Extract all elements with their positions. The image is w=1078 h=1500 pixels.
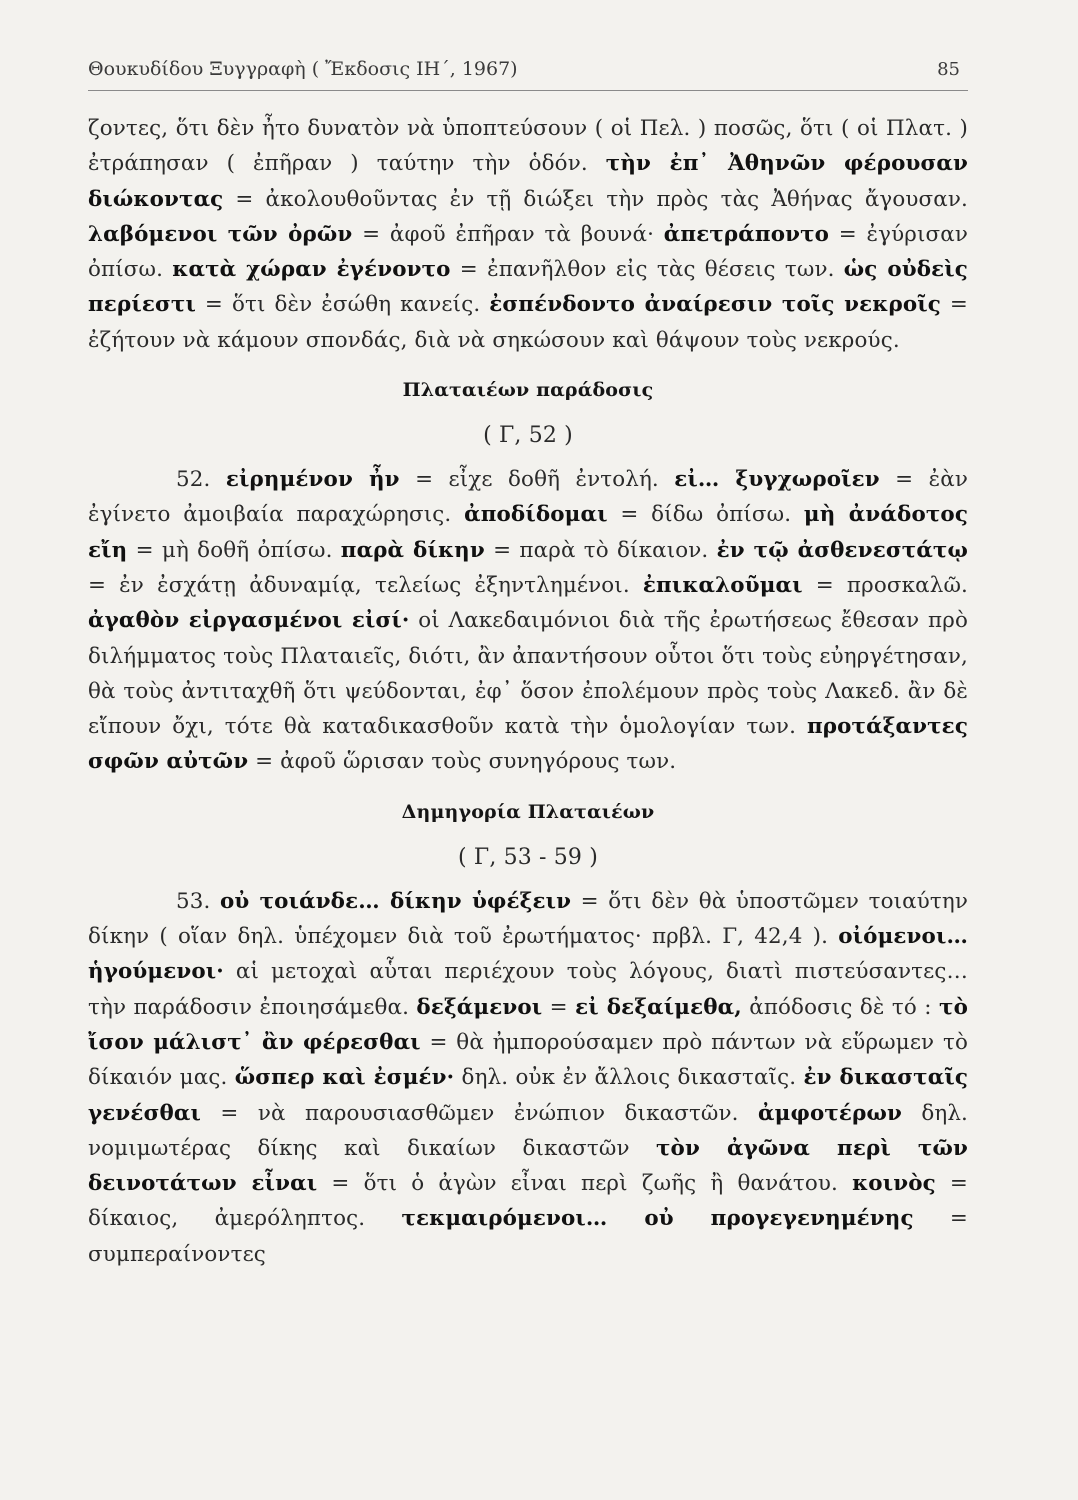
gloss-text: = ὅτι ὁ ἀγὼν εἶναι περὶ ζωῆς ἢ θανάτου. bbox=[317, 1171, 853, 1197]
lemma-term: ἐσπένδοντο ἀναίρεσιν τοῖς νεκροῖς bbox=[489, 292, 941, 318]
gloss-text: οἱ Λακεδαιμόνιοι διὰ τῆς ἐρωτήσεως ἔθεσαν πρὸ διλήμματος τοὺς Πλαταιεῖς, διότι, ἂν ἀπαντήσουν οὗτοι ὅτι τοὺς εὐηργέτησαν, θὰ τοὺς ἀντιταχθῆ ὅτι ψεύδονται, ἐφ᾿ ὅσον ἐπολέμουν πρὸς τοὺς Λακεδ. ἂν δὲ εἴπουν ὄχι, τότε θὰ καταδικασθοῦν κατὰ τὴν ὁμολογίαν των. bbox=[88, 608, 969, 740]
section-ref-2: ( Γ, 53 - 59 ) bbox=[458, 844, 598, 870]
gloss-text: = δίδω ὀπίσω. bbox=[607, 502, 804, 528]
running-header bbox=[88, 58, 968, 88]
lemma-term: ὡς οὐδεὶς περίεστι bbox=[88, 257, 968, 318]
gloss-text: = ἐζήτουν νὰ κάμουν σπονδάς, διὰ νὰ σηκώσουν καὶ θάψουν τοὺς νεκρούς. bbox=[88, 292, 968, 353]
lemma-term: κοινὸς bbox=[852, 1171, 936, 1197]
section-title-2: Δημηγορία Πλαταιέων bbox=[401, 800, 655, 823]
lemma-term: τὴν ἐπ᾿ Ἀθηνῶν φέρουσαν διώκοντας bbox=[88, 151, 968, 212]
section-ref-1: ( Γ, 52 ) bbox=[483, 423, 573, 449]
section-title-1: Πλαταιέων παράδοσις bbox=[402, 379, 654, 402]
gloss-text: δηλ. νομιμωτέρας δίκης καὶ δικαίων δικαστῶν bbox=[88, 1100, 968, 1161]
lemma-term: τὸν ἀγῶνα περὶ τῶν δεινοτάτων εἶναι bbox=[88, 1135, 968, 1197]
lemma-term: εἰρημένον ἦν bbox=[225, 467, 400, 493]
lemma-term: κατὰ χώραν ἐγένοντο bbox=[172, 257, 451, 283]
section-1-paragraph bbox=[88, 462, 968, 780]
gloss-text: = bbox=[542, 994, 576, 1020]
gloss-text: 52. bbox=[176, 467, 226, 493]
gloss-text: = ὅτι δὲν θὰ ὑποστῶμεν τοιαύτην δίκην ( οἵαν δηλ. ὑπέχομεν διὰ τοῦ ἐρωτήματος· πρβλ. Γ, 42,4 ). bbox=[88, 888, 968, 950]
lemma-term: ἀποδίδομαι bbox=[464, 502, 608, 528]
page bbox=[88, 58, 968, 1272]
lemma-term: ὥσπερ καὶ ἐσμέν· bbox=[234, 1065, 455, 1091]
lemma-term: παρὰ δίκην bbox=[340, 537, 485, 563]
lemma-term: τεκμαιρόμενοι… οὐ προγεγενημένης bbox=[401, 1206, 914, 1232]
header-title: Θουκυδίδου Ξυγγραφὴ ( Ἔκδοσις ΙΗ΄, 1967) bbox=[88, 58, 518, 80]
lemma-term: ἐπικαλοῦμαι bbox=[642, 572, 803, 598]
gloss-text: = συμπεραίνοντες bbox=[88, 1206, 968, 1267]
lemma-term: εἰ… ξυγχωροῖεν bbox=[674, 467, 880, 493]
gloss-text: = προσκαλῶ. bbox=[802, 572, 968, 598]
lemma-term: ἀπετράποντο bbox=[663, 221, 830, 247]
gloss-text: = ἀκολουθοῦντας ἐν τῇ διώξει τὴν πρὸς τὰς Ἀθήνας ἄγουσαν. bbox=[223, 186, 968, 212]
gloss-text: = θὰ ἠμπορούσαμεν πρὸ πάντων νὰ εὕρωμεν τὸ δίκαιόν μας. bbox=[88, 1029, 968, 1091]
section-2-paragraph bbox=[88, 884, 968, 1272]
lemma-term: εἰ δεξαίμεθα, bbox=[575, 994, 742, 1020]
lemma-term: οἰόμενοι… ἡγούμενοι· bbox=[88, 924, 968, 985]
gloss-text: 53. bbox=[176, 888, 221, 914]
gloss-text: = ἀφοῦ ἐπῆραν τὰ βουνά· bbox=[352, 221, 664, 247]
gloss-text: = ἐπανῆλθον εἰς τὰς θέσεις των. bbox=[450, 257, 844, 283]
gloss-text: = νὰ παρουσιασθῶμεν ἐνώπιον δικαστῶν. bbox=[201, 1100, 759, 1126]
gloss-text: = ἐγύρισαν ὀπίσω. bbox=[88, 221, 969, 283]
gloss-text: = ἐν ἐσχάτῃ ἀδυναμίᾳ, τελείως ἐξηντλημένοι. bbox=[88, 572, 643, 598]
gloss-text: ἀπόδοσις δὲ τό : bbox=[741, 994, 940, 1020]
lemma-term: ἐν δικασταῖς γενέσθαι bbox=[88, 1065, 968, 1126]
lemma-term: λαβόμενοι τῶν ὀρῶν bbox=[88, 221, 353, 247]
intro-paragraph bbox=[88, 111, 968, 358]
header-rule bbox=[88, 90, 968, 91]
gloss-text: = παρὰ τὸ δίκαιον. bbox=[484, 537, 717, 563]
lemma-term: οὐ τοιάνδε… δίκην ὑφέξειν bbox=[220, 888, 572, 914]
gloss-text: = ἐὰν ἐγίνετο ἀμοιβαία παραχώρησις. bbox=[88, 467, 969, 528]
lemma-term: ἀγαθὸν εἰργασμένοι εἰσί· bbox=[88, 608, 410, 634]
gloss-text: = ὅτι δὲν ἐσώθη κανείς. bbox=[195, 292, 490, 318]
gloss-text: = ἀφοῦ ὥρισαν τοὺς συνηγόρους των. bbox=[248, 749, 677, 775]
gloss-text: αἱ μετοχαὶ αὗται περιέχουν τοὺς λόγους, διατὶ πιστεύσαντες… τὴν παράδοσιν ἐποιησάμεθα. bbox=[88, 959, 968, 1020]
page-number: 85 bbox=[937, 59, 960, 80]
lemma-term: μὴ ἀνάδοτος εἴη bbox=[88, 502, 968, 563]
lemma-term: δεξάμενοι bbox=[416, 994, 543, 1020]
gloss-text: δηλ. οὐκ ἐν ἄλλοις δικασταῖς. bbox=[454, 1065, 804, 1091]
gloss-text: ζοντες, ὅτι δὲν ἦτο δυνατὸν νὰ ὑποπτεύσουν ( οἱ Πελ. ) ποσῶς, ὅτι ( οἱ Πλατ. ) ἐτράπησαν ( ἐπῆραν ) ταύτην τὴν ὁδόν. bbox=[88, 116, 968, 177]
gloss-text: = δίκαιος, ἀμερόληπτος. bbox=[88, 1171, 969, 1232]
lemma-term: ἐν τῷ ἀσθενεστάτῳ bbox=[716, 537, 968, 563]
gloss-text: = μὴ δοθῆ ὀπίσω. bbox=[127, 537, 341, 563]
lemma-term: ἀμφοτέρων bbox=[758, 1100, 902, 1126]
gloss-text: = εἶχε δοθῆ ἐντολή. bbox=[399, 467, 675, 493]
lemma-term: προτάξαντες σφῶν αὐτῶν bbox=[88, 714, 968, 775]
lemma-term: τὸ ἴσον μάλιστ᾿ ἂν φέρεσθαι bbox=[88, 994, 968, 1055]
